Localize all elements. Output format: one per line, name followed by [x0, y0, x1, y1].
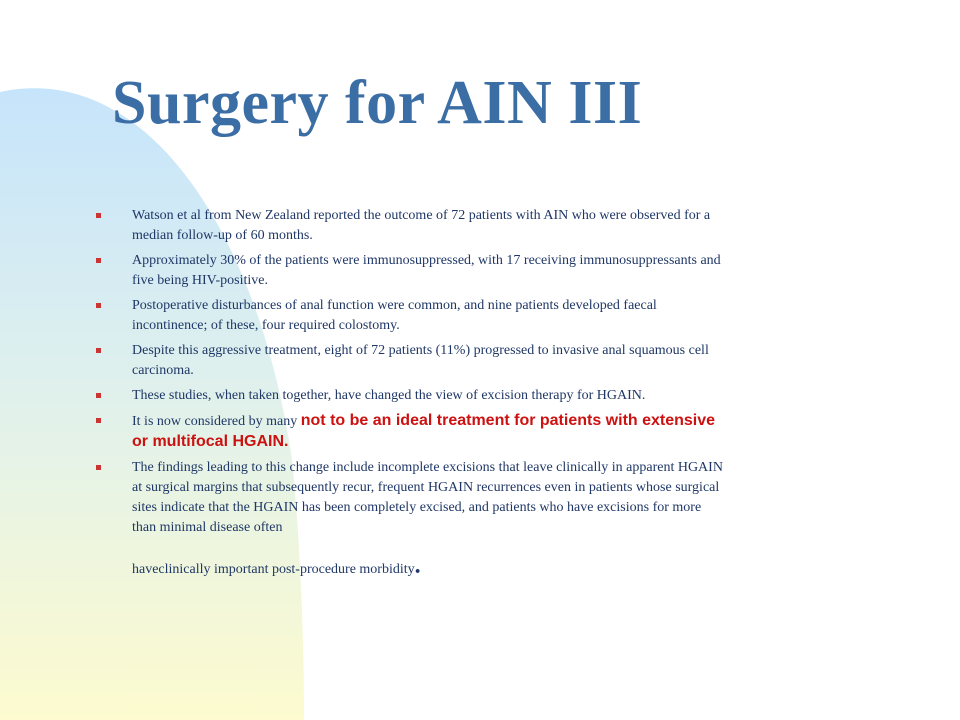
bullet-text: Despite this aggressive treatment, eight of 72 patients (11%) progressed to invasive anal squamous cell carcinoma. [132, 343, 709, 378]
bullet-item [96, 251, 726, 291]
bullet-text: Approximately 30% of the patients were immunosuppressed, with 17 receiving immunosuppressants and five being HIV-positive. [132, 253, 721, 288]
bullet-marker-icon [96, 258, 101, 263]
bullet-item [96, 296, 726, 336]
bullet-text: These studies, when taken together, have changed the view of excision therapy for HGAIN. [132, 388, 646, 403]
bullet-marker-icon [96, 303, 101, 308]
bullet-list [96, 206, 726, 585]
bullet-marker-icon [96, 348, 101, 353]
bullet-text: The findings leading to this change include incomplete excisions that leave clinically in apparent HGAIN at surgical margins that subsequently recur, frequent HGAIN recurrences even in patients whose surgical sites indicate that the HGAIN has been completely excised, and patients who have excisions for more than minimal disease often [132, 460, 723, 535]
bullet-text-last-line [132, 553, 726, 580]
bullet-item [96, 411, 726, 453]
bullet-item [96, 206, 726, 246]
slide-title: Surgery for AIN III [112, 69, 643, 137]
bullet-marker-icon [96, 418, 101, 423]
bullet-text-last: haveclinically important post-procedure morbidity [132, 562, 415, 577]
bullet-item [96, 458, 726, 580]
bullet-text: Watson et al from New Zealand reported the outcome of 72 patients with AIN who were observed for a median follow-up of 60 months. [132, 208, 711, 243]
bullet-text-prefix: It is now considered by many [132, 414, 301, 429]
emphasis-text: not to be an ideal treatment for patients with extensive or multifocal HGAIN. [132, 412, 716, 450]
bullet-item [96, 341, 726, 381]
closing-period: . [414, 553, 421, 579]
bullet-marker-icon [96, 393, 101, 398]
bullet-marker-icon [96, 465, 101, 470]
bullet-text: Postoperative disturbances of anal function were common, and nine patients developed faecal incontinence; of these, four required colostomy. [132, 298, 657, 333]
bullet-item [96, 386, 726, 406]
bullet-marker-icon [96, 213, 101, 218]
